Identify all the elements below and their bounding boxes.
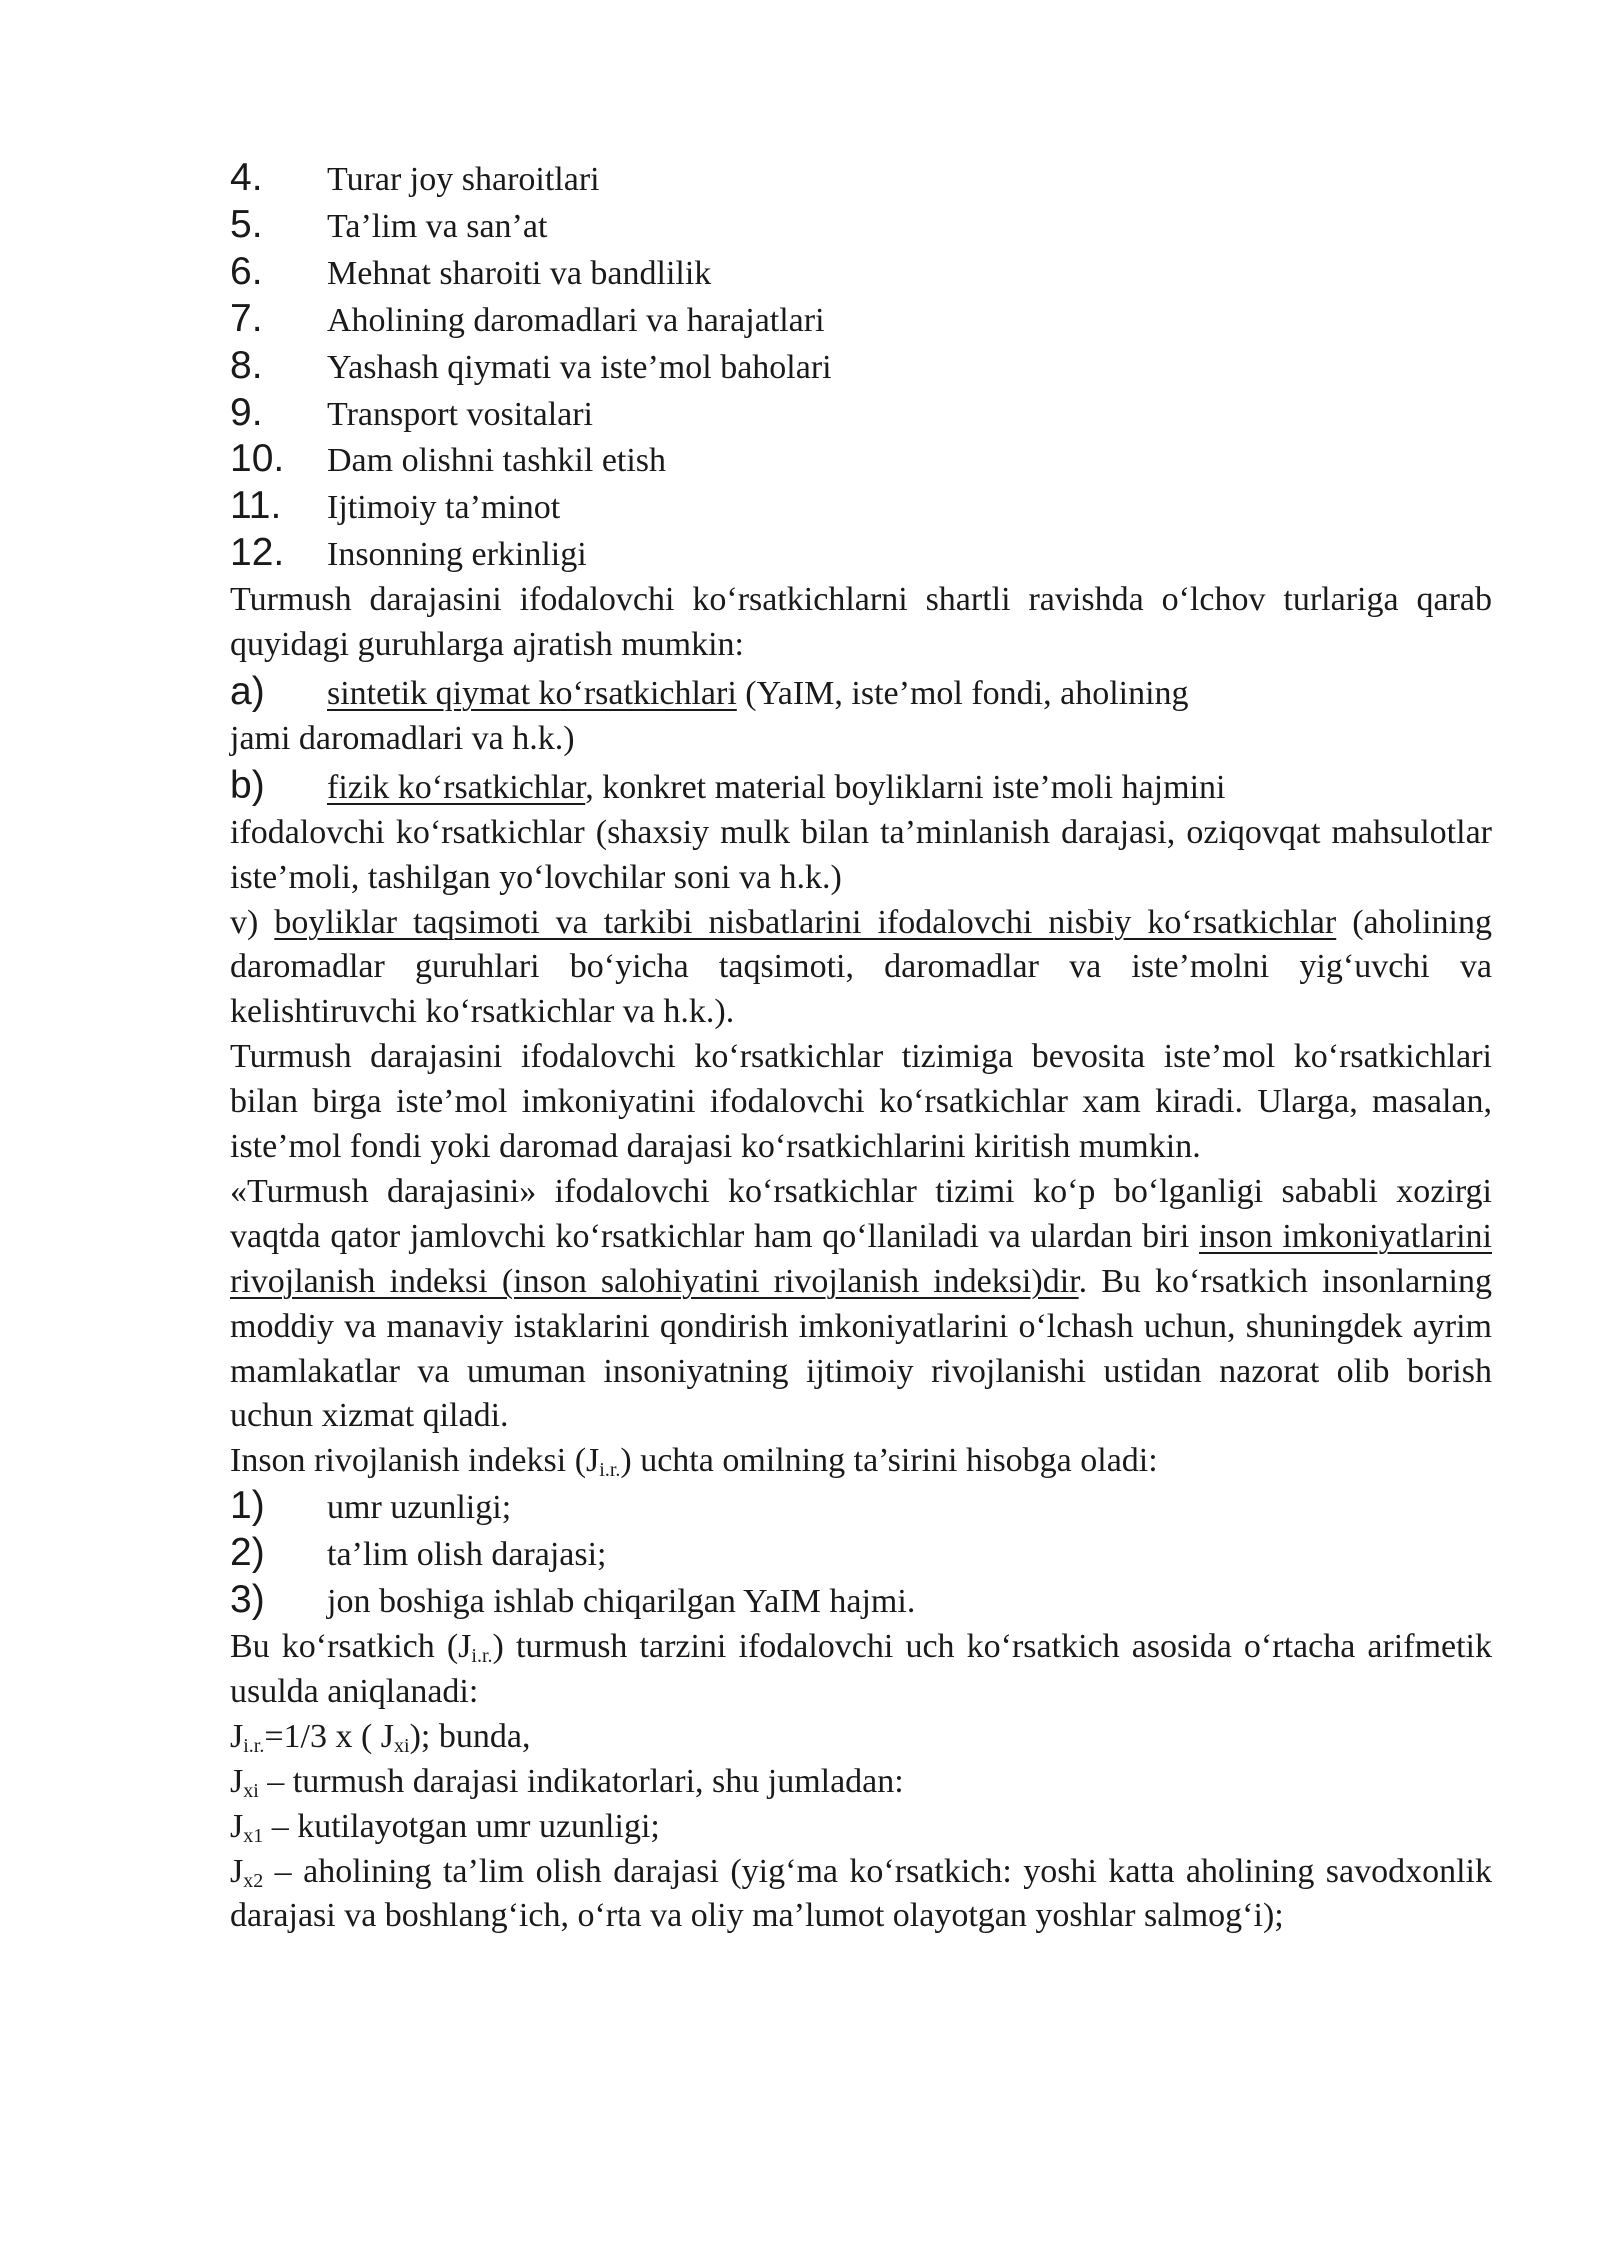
def-x1-text: – kutilayotgan umr uzunligi; bbox=[263, 1807, 660, 1845]
formula-mid: =1/3 x ( J bbox=[264, 1717, 395, 1755]
list-text: Mehnat sharoiti va bandlilik bbox=[327, 254, 712, 292]
list-number: 4. bbox=[230, 156, 263, 199]
def-x2-sub: x2 bbox=[243, 1869, 264, 1892]
list-text: umr uzunligi; bbox=[327, 1489, 512, 1527]
list-item bbox=[230, 484, 1492, 531]
def-x2-j: J bbox=[230, 1852, 244, 1890]
formula-end: ); bunda, bbox=[409, 1717, 531, 1755]
def-x1-j: J bbox=[230, 1807, 244, 1845]
item-b-label: b) bbox=[230, 763, 265, 807]
list-item bbox=[230, 391, 1492, 438]
hdi-subscript: i.r. bbox=[599, 1459, 621, 1482]
list-item bbox=[230, 297, 1492, 344]
item-b-term: fizik ko‘rsatkichlar bbox=[327, 768, 586, 806]
list-number: 7. bbox=[230, 296, 263, 340]
numbered-list-top bbox=[230, 156, 1492, 578]
list-text: Yashash qiymati va iste’mol baholari bbox=[327, 348, 832, 386]
item-a-label: a) bbox=[230, 669, 265, 713]
definition-x2 bbox=[230, 1850, 1492, 1940]
list-number: 6. bbox=[230, 249, 263, 293]
item-v-term: boyliklar taqsimoti va tarkibi nisbatlarini ifodalovchi nisbiy ko‘rsatkichlar bbox=[274, 903, 1337, 941]
def-x2-text: – aholining ta’lim olish darajasi (yig‘ma ko‘rsatkich: yoshi katta aholining savodxonlik darajasi va boshlang‘ich, o‘rta va oliy ma’lumot olayotgan yoshlar salmog‘i); bbox=[230, 1852, 1492, 1935]
item-b bbox=[230, 764, 1492, 901]
item-a-term: sintetik qiymat ko‘rsatkichlari bbox=[327, 674, 737, 712]
paragraph-index-after: . Bu ko‘rsatkich insonlarning moddiy va manaviy istaklarini qondirish imkoniyatlarini o‘lchash uchun, shuningdek ayrim mamlakatlar va umuman insoniyatning ijtimoiy rivojlanishi ustidan nazorat olib borish uchun xizmat qiladi. bbox=[230, 1262, 1492, 1435]
paragraph-index bbox=[230, 1170, 1492, 1439]
formula bbox=[230, 1715, 1492, 1760]
item-a bbox=[230, 670, 1492, 762]
list-number: 10. bbox=[230, 437, 285, 481]
item-v-label: v) bbox=[230, 903, 275, 941]
definition-xi bbox=[230, 1760, 1492, 1805]
paragraph-index-term: inson imkoniyatlarini rivojlanish indeksi (inson salohiyatini rivojlanish indeksi)dir bbox=[230, 1217, 1492, 1300]
list-text: jon boshiga ishlab chiqarilgan YaIM hajmi. bbox=[327, 1583, 916, 1621]
list-item bbox=[230, 531, 1492, 578]
list-text: Dam olishni tashkil etish bbox=[327, 442, 667, 480]
def-xi-sub: xi bbox=[243, 1779, 259, 1802]
calc-after: ) turmush tarzini ifodalovchi uch ko‘rsatkich asosida o‘rtacha arifmetik usulda aniqlanadi: bbox=[230, 1628, 1493, 1710]
list-item bbox=[230, 250, 1492, 297]
item-a-line bbox=[230, 670, 1492, 717]
item-a-rest: (YaIM, iste’mol fondi, aholining bbox=[736, 674, 1189, 712]
list-text: Aholining daromadlari va harajatlari bbox=[327, 301, 825, 339]
list-number: 9. bbox=[230, 390, 263, 434]
list-text: Turar joy sharoitlari bbox=[327, 161, 600, 198]
document-page bbox=[230, 156, 1492, 1939]
def-xi-j: J bbox=[230, 1762, 244, 1800]
list-item bbox=[230, 203, 1492, 250]
list-number: 11. bbox=[230, 484, 282, 528]
list-number: 3) bbox=[230, 1578, 265, 1622]
list-number: 12. bbox=[230, 531, 285, 575]
list-number: 2) bbox=[230, 1531, 265, 1575]
paragraph-groups: Turmush darajasini ifodalovchi ko‘rsatkichlarni shartli ravishda o‘lchov turlariga qarab quyidagi guruhlarga ajratish mumkin: bbox=[230, 581, 1492, 664]
list-text: Insonning erkinligi bbox=[327, 536, 587, 574]
def-x1-sub: x1 bbox=[243, 1824, 264, 1847]
paragraph-system: Turmush darajasini ifodalovchi ko‘rsatkichlar tizimiga bevosita iste’mol ko‘rsatkichlari bilan birga iste’mol imkoniyatini ifodalovchi ko‘rsatkichlar xam kiradi. Ularga, masalan, iste’mol fondi yoki daromad darajasi ko‘rsatkichlarini kiritish mumkin. bbox=[230, 1038, 1492, 1166]
item-b-line bbox=[230, 764, 1492, 811]
hdi-before: Inson rivojlanish indeksi (J bbox=[230, 1442, 600, 1480]
item-b-rest: , konkret material boyliklarni iste’moli hajmini bbox=[585, 768, 1226, 806]
item-v bbox=[230, 901, 1492, 1036]
list-number: 5. bbox=[230, 202, 263, 246]
calc-subscript: i.r. bbox=[471, 1645, 493, 1667]
paragraph-index-before: «Turmush darajasini» ifodalovchi ko‘rsatkichlar tizimi ko‘p bo‘lganligi sababli xozirgi vaqtda qator jamlovchi ko‘rsatkichlar ham qo‘llaniladi va ulardan biri bbox=[230, 1172, 1492, 1255]
formula-sub1: i.r. bbox=[243, 1734, 265, 1757]
item-v-rest: (aholining daromadlar guruhlari bo‘yicha taqsimoti, daromadlar va iste’molni yig‘uvchi va kelishtiruvchi ko‘rsatkichlar va h.k.). bbox=[230, 903, 1492, 1031]
list-item bbox=[230, 1578, 1492, 1625]
formula-j: J bbox=[230, 1717, 244, 1755]
list-number: 8. bbox=[230, 343, 263, 387]
numbered-list-factors bbox=[230, 1484, 1492, 1625]
calc-before: Bu ko‘rsatkich (J bbox=[230, 1628, 472, 1665]
list-item bbox=[230, 437, 1492, 484]
item-b-text bbox=[327, 766, 1225, 811]
list-item bbox=[230, 1484, 1492, 1531]
item-b-continuation: ifodalovchi ko‘rsatkichlar (shaxsiy mulk bilan ta’minlanish darajasi, oziqovqat mahsulotlar iste’moli, tashilgan yo‘lovchilar soni va h.k.) bbox=[230, 813, 1492, 896]
hdi-after: ) uchta omilning ta’sirini hisobga oladi: bbox=[620, 1442, 1158, 1480]
item-a-text bbox=[327, 672, 1189, 717]
list-item bbox=[230, 156, 1492, 203]
list-number: 1) bbox=[230, 1484, 265, 1528]
list-text: ta’lim olish darajasi; bbox=[327, 1536, 607, 1574]
paragraph-calc bbox=[230, 1625, 1492, 1715]
list-text: Ta’lim va san’at bbox=[327, 207, 548, 245]
definition-x1 bbox=[230, 1805, 1492, 1850]
list-item bbox=[230, 1531, 1492, 1578]
list-text: Transport vositalari bbox=[327, 395, 594, 433]
list-item bbox=[230, 344, 1492, 391]
item-a-continuation: jami daromadlari va h.k.) bbox=[230, 719, 575, 757]
def-xi-text: – turmush darajasi indikatorlari, shu jumladan: bbox=[258, 1762, 904, 1800]
list-text: Ijtimoiy ta’minot bbox=[327, 489, 561, 527]
paragraph-hdi bbox=[230, 1439, 1492, 1484]
formula-sub2: xi bbox=[394, 1734, 410, 1757]
